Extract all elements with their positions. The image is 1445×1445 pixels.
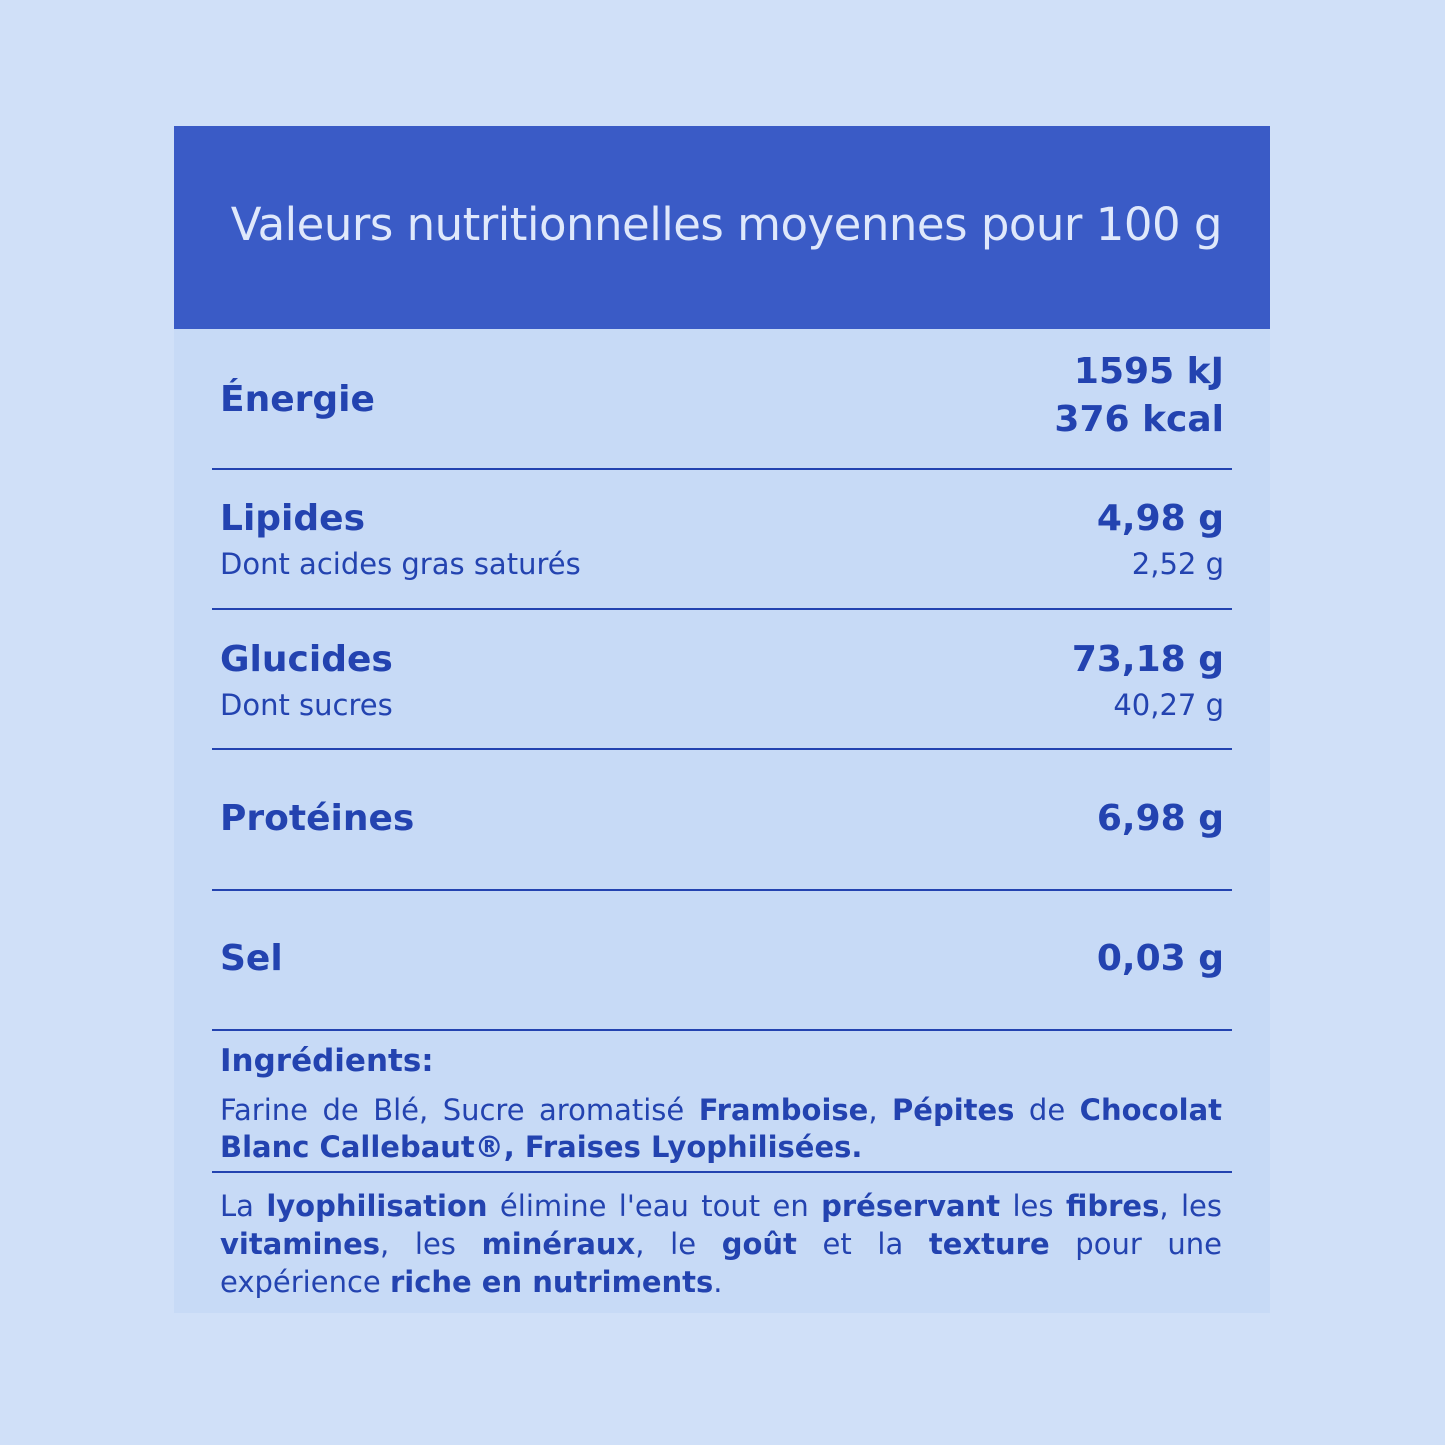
salt-row [212, 938, 1232, 998]
energy-row [212, 349, 1232, 449]
card-title: Valeurs nutritionnelles moyennes pour 100 g [230, 198, 1222, 251]
divider [212, 889, 1232, 891]
lyophilisation-note [220, 1187, 1222, 1301]
divider [212, 608, 1232, 610]
note-text-bold: vitamines [220, 1227, 381, 1261]
salt-value: 0,03 g [1096, 938, 1224, 979]
note-text-bold: minéraux [481, 1227, 636, 1261]
note-text-part: pour une expérience [220, 1227, 1223, 1299]
energy-value-kj: 1595 kJ [1073, 351, 1224, 392]
ingredients-text-bold: Framboise [698, 1093, 869, 1127]
fat-row [212, 498, 1232, 598]
ingredients-text-part: de [1014, 1093, 1080, 1127]
note-text-part: , les [1159, 1189, 1222, 1223]
note-text-bold: texture [928, 1227, 1050, 1261]
note-text-part: , le [635, 1227, 722, 1261]
note-text-bold: fibres [1065, 1189, 1160, 1223]
card-header [174, 126, 1270, 329]
note-text-bold: préservant [821, 1189, 1001, 1223]
sugars-label: Dont sucres [220, 688, 393, 722]
ingredients-text [220, 1092, 1222, 1166]
note-text-part: et la [796, 1227, 929, 1261]
salt-label: Sel [220, 938, 283, 979]
ingredients-title: Ingrédients: [220, 1043, 434, 1079]
energy-value-kcal: 376 kcal [1054, 399, 1224, 440]
saturated-fat-label: Dont acides gras saturés [220, 547, 581, 581]
ingredients-text-bold: Pépites [892, 1093, 1015, 1127]
carbs-label: Glucides [220, 639, 393, 680]
note-text-part: La [220, 1189, 267, 1223]
carbs-row [212, 639, 1232, 739]
note-text-part: élimine l'eau tout en [487, 1189, 822, 1223]
divider [212, 468, 1232, 470]
protein-value: 6,98 g [1096, 798, 1224, 839]
carbs-value: 73,18 g [1071, 639, 1224, 680]
note-text-bold: riche en nutriments [389, 1265, 714, 1299]
note-text-part: les [1000, 1189, 1066, 1223]
fat-label: Lipides [220, 498, 366, 539]
energy-label: Énergie [220, 379, 375, 420]
ingredients-text-part: Farine de Blé, Sucre aromatisé [220, 1093, 699, 1127]
sugars-value: 40,27 g [1113, 688, 1224, 722]
divider [212, 1171, 1232, 1173]
note-text-part: , les [380, 1227, 482, 1261]
note-text-bold: lyophilisation [266, 1189, 488, 1223]
protein-label: Protéines [220, 798, 415, 839]
divider [212, 1029, 1232, 1031]
saturated-fat-value: 2,52 g [1131, 547, 1224, 581]
nutrition-card [174, 126, 1270, 1313]
ingredients-text-bold: Chocolat Blanc Callebaut®, Fraises Lyophilisées. [220, 1093, 1223, 1164]
protein-row [212, 798, 1232, 858]
note-text-bold: goût [721, 1227, 797, 1261]
ingredients-text-part: , [868, 1093, 893, 1127]
note-text-part: . [713, 1265, 723, 1299]
fat-value: 4,98 g [1096, 498, 1224, 539]
divider [212, 748, 1232, 750]
